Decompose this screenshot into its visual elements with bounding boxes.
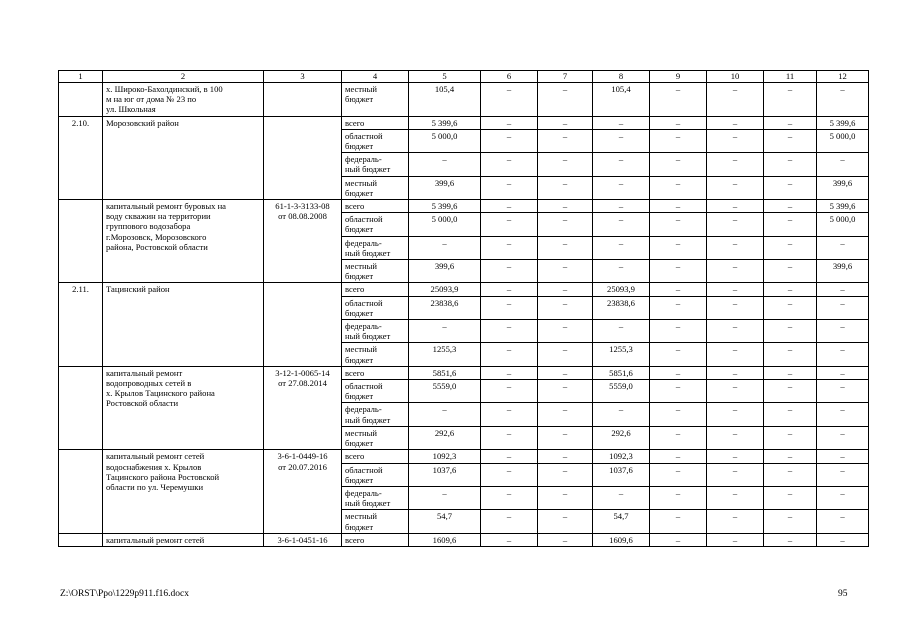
- value-cell: 105,4: [409, 83, 481, 117]
- document-code-cell: [264, 116, 342, 199]
- value-cell: 54,7: [409, 510, 481, 533]
- value-cell: –: [707, 200, 764, 213]
- funding-source-cell: всего: [342, 116, 409, 129]
- value-cell: –: [707, 486, 764, 509]
- document-code-cell: 3-12-1-0065-14 от 27.08.2014: [264, 366, 342, 449]
- value-cell: –: [538, 83, 593, 117]
- value-cell: 1092,3: [593, 450, 650, 463]
- object-name-cell: капитальный ремонт сетей: [103, 533, 264, 546]
- funding-source-cell: местный бюджет: [342, 343, 409, 366]
- value-cell: 1092,3: [409, 450, 481, 463]
- value-cell: –: [764, 213, 817, 236]
- value-cell: 1037,6: [593, 463, 650, 486]
- value-cell: 399,6: [409, 176, 481, 199]
- value-cell: –: [650, 463, 707, 486]
- value-cell: –: [538, 343, 593, 366]
- document-code-cell: 3-6-1-0449-16 от 20.07.2016: [264, 450, 342, 533]
- funding-source-cell: всего: [342, 283, 409, 296]
- value-cell: –: [481, 320, 538, 343]
- value-cell: –: [707, 260, 764, 283]
- funding-source-cell: областной бюджет: [342, 129, 409, 152]
- value-cell: –: [538, 450, 593, 463]
- value-cell: –: [650, 380, 707, 403]
- value-cell: –: [764, 450, 817, 463]
- value-cell: 5851,6: [409, 366, 481, 379]
- value-cell: –: [481, 283, 538, 296]
- value-cell: –: [650, 260, 707, 283]
- funding-source-cell: местный бюджет: [342, 260, 409, 283]
- value-cell: –: [593, 403, 650, 426]
- value-cell: –: [593, 176, 650, 199]
- header-cell: 11: [764, 71, 817, 83]
- document-code-cell: 3-6-1-0451-16: [264, 533, 342, 546]
- value-cell: –: [817, 296, 869, 319]
- value-cell: –: [764, 283, 817, 296]
- value-cell: 5851,6: [593, 366, 650, 379]
- value-cell: –: [650, 116, 707, 129]
- value-cell: –: [593, 116, 650, 129]
- value-cell: 5 000,0: [817, 129, 869, 152]
- value-cell: –: [593, 213, 650, 236]
- value-cell: –: [650, 213, 707, 236]
- funding-source-cell: всего: [342, 366, 409, 379]
- value-cell: 5559,0: [409, 380, 481, 403]
- value-cell: –: [764, 260, 817, 283]
- value-cell: –: [650, 296, 707, 319]
- value-cell: –: [538, 116, 593, 129]
- value-cell: 1609,6: [593, 533, 650, 546]
- value-cell: –: [538, 320, 593, 343]
- value-cell: –: [481, 153, 538, 176]
- budget-table: [58, 70, 869, 547]
- row-number-cell: 2.10.: [59, 116, 103, 199]
- value-cell: –: [707, 463, 764, 486]
- value-cell: –: [707, 510, 764, 533]
- funding-source-cell: местный бюджет: [342, 176, 409, 199]
- value-cell: –: [650, 486, 707, 509]
- funding-source-cell: местный бюджет: [342, 426, 409, 449]
- value-cell: –: [593, 153, 650, 176]
- value-cell: 5 399,6: [409, 200, 481, 213]
- object-name-cell: капитальный ремонт буровых на воду скважин на территории группового водозабора г.Морозовск, Морозовского района, Ростовской области: [103, 200, 264, 283]
- value-cell: –: [817, 510, 869, 533]
- table-row: [59, 450, 869, 463]
- row-number-cell: 2.11.: [59, 283, 103, 366]
- value-cell: –: [538, 260, 593, 283]
- value-cell: 1609,6: [409, 533, 481, 546]
- value-cell: –: [538, 200, 593, 213]
- header-cell: 10: [707, 71, 764, 83]
- row-number-cell: [59, 83, 103, 117]
- value-cell: –: [538, 463, 593, 486]
- value-cell: –: [409, 486, 481, 509]
- value-cell: 23838,6: [409, 296, 481, 319]
- value-cell: –: [481, 260, 538, 283]
- value-cell: –: [707, 213, 764, 236]
- value-cell: –: [764, 296, 817, 319]
- value-cell: 5 000,0: [817, 213, 869, 236]
- footer-page-number: 95: [838, 589, 848, 599]
- funding-source-cell: областной бюджет: [342, 213, 409, 236]
- value-cell: –: [481, 236, 538, 259]
- value-cell: –: [764, 320, 817, 343]
- value-cell: –: [764, 366, 817, 379]
- value-cell: –: [707, 426, 764, 449]
- funding-source-cell: местный бюджет: [342, 83, 409, 117]
- value-cell: –: [481, 200, 538, 213]
- table-row: [59, 283, 869, 296]
- value-cell: –: [593, 320, 650, 343]
- value-cell: –: [538, 426, 593, 449]
- table-body: [59, 71, 869, 547]
- value-cell: 25093,9: [593, 283, 650, 296]
- funding-source-cell: федераль- ный бюджет: [342, 486, 409, 509]
- value-cell: –: [650, 510, 707, 533]
- value-cell: –: [481, 343, 538, 366]
- value-cell: –: [593, 486, 650, 509]
- value-cell: –: [650, 320, 707, 343]
- value-cell: –: [650, 533, 707, 546]
- header-cell: 8: [593, 71, 650, 83]
- value-cell: –: [650, 176, 707, 199]
- value-cell: 5 399,6: [409, 116, 481, 129]
- header-cell: 9: [650, 71, 707, 83]
- value-cell: 292,6: [409, 426, 481, 449]
- value-cell: –: [707, 450, 764, 463]
- value-cell: –: [707, 320, 764, 343]
- value-cell: –: [707, 129, 764, 152]
- value-cell: 1255,3: [593, 343, 650, 366]
- object-name-cell: капитальный ремонт водопроводных сетей в х. Крылов Тацинского района Ростовской области: [103, 366, 264, 449]
- value-cell: –: [707, 176, 764, 199]
- funding-source-cell: местный бюджет: [342, 510, 409, 533]
- value-cell: –: [764, 486, 817, 509]
- value-cell: –: [481, 213, 538, 236]
- table-row: [59, 200, 869, 213]
- value-cell: 399,6: [817, 176, 869, 199]
- value-cell: 5559,0: [593, 380, 650, 403]
- object-name-cell: Морозовский район: [103, 116, 264, 199]
- header-cell: 1: [59, 71, 103, 83]
- value-cell: –: [817, 320, 869, 343]
- object-name-cell: капитальный ремонт сетей водоснабжения х. Крылов Тацинского района Ростовской области по ул. Черемушки: [103, 450, 264, 533]
- header-cell: 12: [817, 71, 869, 83]
- value-cell: 5 000,0: [409, 213, 481, 236]
- value-cell: –: [481, 533, 538, 546]
- document-code-cell: [264, 283, 342, 366]
- value-cell: –: [481, 129, 538, 152]
- object-name-cell: Тацинский район: [103, 283, 264, 366]
- value-cell: –: [650, 83, 707, 117]
- row-number-cell: [59, 366, 103, 449]
- value-cell: –: [409, 320, 481, 343]
- header-row: [59, 71, 869, 83]
- value-cell: –: [707, 533, 764, 546]
- value-cell: –: [764, 176, 817, 199]
- object-name-cell: х. Широко-Бахолдинский, в 100 м на юг от дома № 23 по ул. Школьная: [103, 83, 264, 117]
- value-cell: –: [817, 153, 869, 176]
- value-cell: –: [817, 533, 869, 546]
- value-cell: –: [707, 380, 764, 403]
- value-cell: –: [817, 283, 869, 296]
- value-cell: –: [538, 296, 593, 319]
- funding-source-cell: всего: [342, 533, 409, 546]
- value-cell: –: [707, 283, 764, 296]
- value-cell: –: [538, 283, 593, 296]
- value-cell: –: [538, 176, 593, 199]
- header-cell: 7: [538, 71, 593, 83]
- value-cell: 54,7: [593, 510, 650, 533]
- value-cell: –: [650, 283, 707, 296]
- document-code-cell: [264, 83, 342, 117]
- value-cell: 23838,6: [593, 296, 650, 319]
- value-cell: –: [481, 296, 538, 319]
- row-number-cell: [59, 200, 103, 283]
- value-cell: –: [764, 426, 817, 449]
- value-cell: –: [538, 129, 593, 152]
- table-row: [59, 116, 869, 129]
- value-cell: –: [764, 83, 817, 117]
- table-row: [59, 366, 869, 379]
- document-code-cell: 61-1-3-3133-08 от 08.08.2008: [264, 200, 342, 283]
- value-cell: –: [650, 343, 707, 366]
- value-cell: 399,6: [409, 260, 481, 283]
- value-cell: –: [817, 83, 869, 117]
- value-cell: –: [650, 403, 707, 426]
- value-cell: 105,4: [593, 83, 650, 117]
- funding-source-cell: областной бюджет: [342, 296, 409, 319]
- value-cell: –: [764, 200, 817, 213]
- footer-file-path: Z:\ORST\Ppo\1229p911.f16.docx: [60, 589, 189, 599]
- value-cell: –: [817, 380, 869, 403]
- value-cell: –: [650, 200, 707, 213]
- row-number-cell: [59, 533, 103, 546]
- value-cell: –: [764, 236, 817, 259]
- value-cell: 1037,6: [409, 463, 481, 486]
- value-cell: –: [707, 116, 764, 129]
- value-cell: –: [481, 426, 538, 449]
- value-cell: –: [817, 426, 869, 449]
- value-cell: –: [817, 343, 869, 366]
- table-row: [59, 83, 869, 117]
- header-cell: 4: [342, 71, 409, 83]
- value-cell: –: [538, 533, 593, 546]
- value-cell: 25093,9: [409, 283, 481, 296]
- value-cell: –: [481, 176, 538, 199]
- value-cell: –: [650, 129, 707, 152]
- value-cell: –: [764, 463, 817, 486]
- value-cell: –: [481, 463, 538, 486]
- header-cell: 2: [103, 71, 264, 83]
- value-cell: –: [538, 213, 593, 236]
- value-cell: –: [481, 380, 538, 403]
- header-cell: 3: [264, 71, 342, 83]
- value-cell: –: [650, 236, 707, 259]
- value-cell: 399,6: [817, 260, 869, 283]
- value-cell: 292,6: [593, 426, 650, 449]
- value-cell: –: [538, 510, 593, 533]
- value-cell: –: [593, 200, 650, 213]
- value-cell: –: [764, 116, 817, 129]
- value-cell: –: [707, 343, 764, 366]
- value-cell: 5 000,0: [409, 129, 481, 152]
- value-cell: –: [409, 153, 481, 176]
- value-cell: –: [593, 260, 650, 283]
- funding-source-cell: федераль- ный бюджет: [342, 236, 409, 259]
- value-cell: –: [538, 153, 593, 176]
- value-cell: –: [481, 450, 538, 463]
- value-cell: –: [817, 486, 869, 509]
- value-cell: –: [764, 403, 817, 426]
- value-cell: –: [817, 450, 869, 463]
- value-cell: –: [481, 116, 538, 129]
- value-cell: –: [650, 153, 707, 176]
- value-cell: –: [538, 403, 593, 426]
- funding-source-cell: федераль- ный бюджет: [342, 320, 409, 343]
- value-cell: –: [650, 366, 707, 379]
- value-cell: –: [817, 403, 869, 426]
- value-cell: –: [707, 366, 764, 379]
- value-cell: 5 399,6: [817, 116, 869, 129]
- value-cell: –: [817, 463, 869, 486]
- value-cell: 1255,3: [409, 343, 481, 366]
- value-cell: –: [481, 403, 538, 426]
- funding-source-cell: областной бюджет: [342, 380, 409, 403]
- value-cell: –: [707, 403, 764, 426]
- value-cell: –: [817, 366, 869, 379]
- value-cell: –: [707, 236, 764, 259]
- funding-source-cell: всего: [342, 200, 409, 213]
- value-cell: –: [764, 153, 817, 176]
- value-cell: –: [650, 450, 707, 463]
- funding-source-cell: федераль- ный бюджет: [342, 403, 409, 426]
- value-cell: –: [764, 343, 817, 366]
- value-cell: –: [707, 83, 764, 117]
- value-cell: –: [481, 366, 538, 379]
- value-cell: –: [481, 486, 538, 509]
- value-cell: –: [409, 403, 481, 426]
- header-cell: 6: [481, 71, 538, 83]
- value-cell: –: [538, 486, 593, 509]
- value-cell: –: [764, 510, 817, 533]
- value-cell: –: [707, 153, 764, 176]
- table-row: [59, 533, 869, 546]
- value-cell: –: [764, 533, 817, 546]
- value-cell: –: [764, 380, 817, 403]
- header-cell: 5: [409, 71, 481, 83]
- row-number-cell: [59, 450, 103, 533]
- funding-source-cell: всего: [342, 450, 409, 463]
- value-cell: –: [409, 236, 481, 259]
- value-cell: –: [817, 236, 869, 259]
- value-cell: –: [538, 380, 593, 403]
- value-cell: –: [707, 296, 764, 319]
- value-cell: –: [764, 129, 817, 152]
- value-cell: –: [538, 366, 593, 379]
- funding-source-cell: областной бюджет: [342, 463, 409, 486]
- value-cell: 5 399,6: [817, 200, 869, 213]
- funding-source-cell: федераль- ный бюджет: [342, 153, 409, 176]
- value-cell: –: [481, 510, 538, 533]
- value-cell: –: [538, 236, 593, 259]
- value-cell: –: [481, 83, 538, 117]
- value-cell: –: [593, 129, 650, 152]
- value-cell: –: [593, 236, 650, 259]
- value-cell: –: [650, 426, 707, 449]
